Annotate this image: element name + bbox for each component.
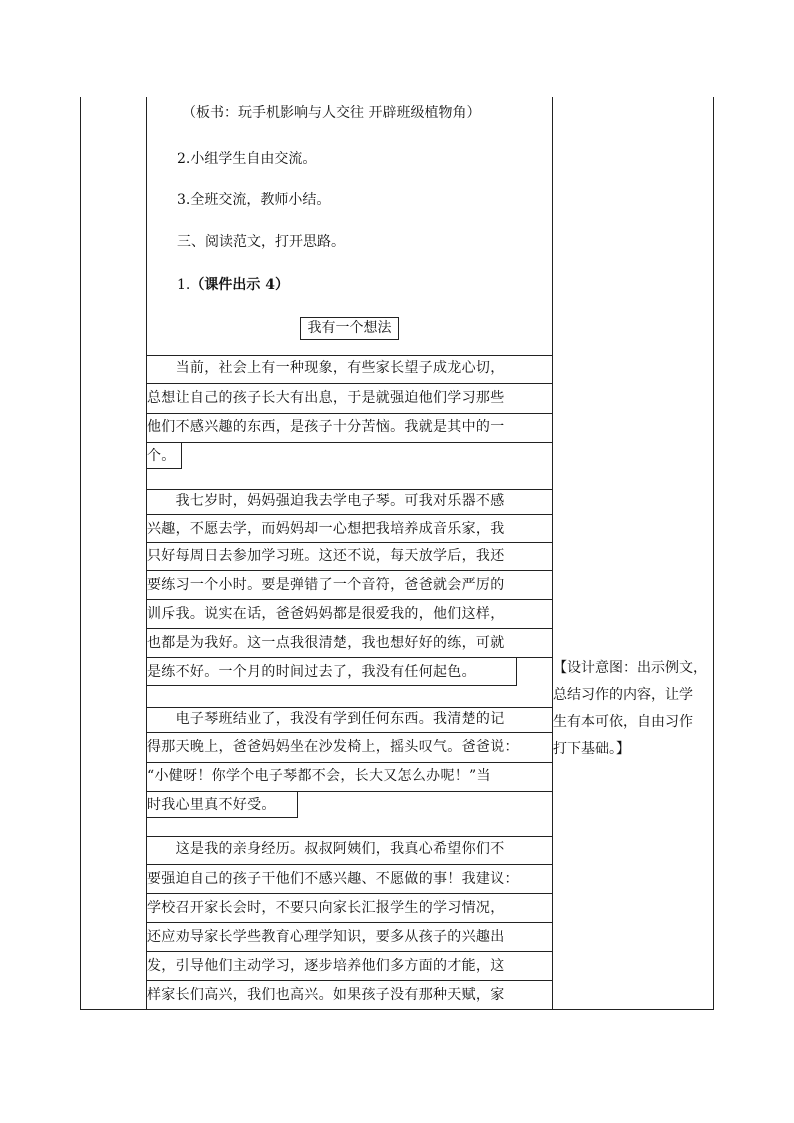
design-intent-line: 总结习作的内容，让学 — [553, 687, 693, 703]
p2-rule — [147, 628, 552, 629]
essay-title: 我有一个想法 — [300, 317, 399, 340]
board-note: （板书：玩手机影响与人交往 开辟班级植物角） — [182, 105, 481, 121]
p2-rule — [147, 514, 552, 515]
p2-line: 只好每周日去参加学习班。这还不说，每天放学后，我还 — [147, 548, 505, 564]
p4-line: 样家长们高兴，我们也高兴。如果孩子没有那种天赋，家 — [147, 987, 505, 1003]
p1-line: 他们不感兴趣的东西，是孩子十分苦恼。我就是其中的一 — [147, 419, 505, 435]
step-1-number: 1. — [177, 277, 191, 293]
p3-end-rule — [147, 817, 297, 818]
p2-rule — [147, 542, 552, 543]
p2-top-rule — [147, 489, 552, 490]
p2-line: 训斥我。说实在话，爸爸妈妈都是很爱我的，他们这样， — [147, 606, 505, 622]
p3-line: 电子琴班结业了，我没有学到任何东西。我清楚的记 — [147, 711, 505, 727]
p1-end-rule — [147, 468, 181, 469]
p4-rule — [147, 864, 552, 865]
p2-line: 要练习一个小时。要是弹错了一个音符，爸爸就会严厉的 — [147, 577, 505, 593]
table-left-border — [80, 97, 81, 1010]
design-intent-note — [553, 655, 715, 763]
p4-line: 要强迫自己的孩子干他们不感兴趣、不愿做的事！我建议： — [147, 871, 519, 887]
p2-end-rule — [147, 685, 516, 686]
p2-line: 我七岁时，妈妈强迫我去学电子琴。可我对乐器不感 — [147, 493, 505, 509]
p4-line: 学校召开家长会时，不要只向家长汇报学生的学习情况， — [147, 900, 505, 916]
p3-line: “小健呀！你学个电子琴都不会，长大又怎么办呢！”当 — [147, 768, 491, 784]
p2-rule — [147, 599, 552, 600]
p4-line: 还应劝导家长学些教育心理学知识，要多从孩子的兴趣出 — [147, 929, 505, 945]
step-1-slide-note: （课件出示 4） — [190, 277, 289, 293]
p4-top-rule — [147, 836, 552, 837]
table-inner-border-right — [552, 97, 553, 1010]
table-bottom-border — [80, 1009, 714, 1010]
p4-line: 发，引导他们主动学习，逐步培养他们多方面的才能，这 — [147, 958, 505, 974]
p4-line: 这是我的亲身经历。叔叔阿姨们，我真心希望你们不 — [147, 841, 505, 857]
p2-rule — [147, 570, 552, 571]
p3-line: 得那天晚上，爸爸妈妈坐在沙发椅上，摇头叹气。爸爸说： — [147, 739, 519, 755]
step-2: 2.小组学生自由交流。 — [177, 151, 317, 167]
p2-line: 是练不好。一个月的时间过去了，我没有任何起色。 — [147, 664, 476, 680]
p1-line: 总想让自己的孩子长大有出息，于是就强迫他们学习那些 — [147, 390, 505, 406]
design-intent-line: 打下基础。】 — [553, 741, 630, 757]
step-3: 3.全班交流，教师小结。 — [177, 192, 331, 208]
design-intent-line: 【设计意图：出示例文， — [553, 660, 707, 676]
p1-line: 个。 — [147, 448, 176, 464]
p4-rule — [147, 980, 552, 981]
p1-rule — [147, 383, 552, 384]
p1-rule — [147, 442, 552, 443]
table-right-border — [713, 97, 714, 1010]
p2-line: 兴趣，不愿去学，而妈妈却一心想把我培养成音乐家，我 — [147, 521, 505, 537]
step-1-heading — [177, 276, 289, 294]
p3-line: 时我心里真不好受。 — [147, 797, 276, 813]
p4-rule — [147, 893, 552, 894]
p3-rule — [147, 791, 552, 792]
p2-end-bar — [516, 657, 517, 686]
p4-rule — [147, 951, 552, 952]
p2-line: 也都是为我好。这一点我很清楚，我也想好好的练，可就 — [147, 635, 505, 651]
design-intent-line: 生有本可依，自由习作 — [553, 714, 693, 730]
p3-top-rule — [147, 707, 552, 708]
p1-line: 当前，社会上有一种现象，有些家长望子成龙心切， — [147, 360, 505, 376]
p3-rule — [147, 762, 552, 763]
p4-rule — [147, 922, 552, 923]
section-3-heading: 三、阅读范文，打开思路。 — [177, 234, 345, 250]
p1-rule — [147, 413, 552, 414]
p2-rule — [147, 657, 552, 658]
p1-end-bar — [181, 442, 182, 469]
p3-end-bar — [297, 791, 298, 818]
p1-top-rule — [147, 355, 552, 356]
p3-rule — [147, 732, 552, 733]
